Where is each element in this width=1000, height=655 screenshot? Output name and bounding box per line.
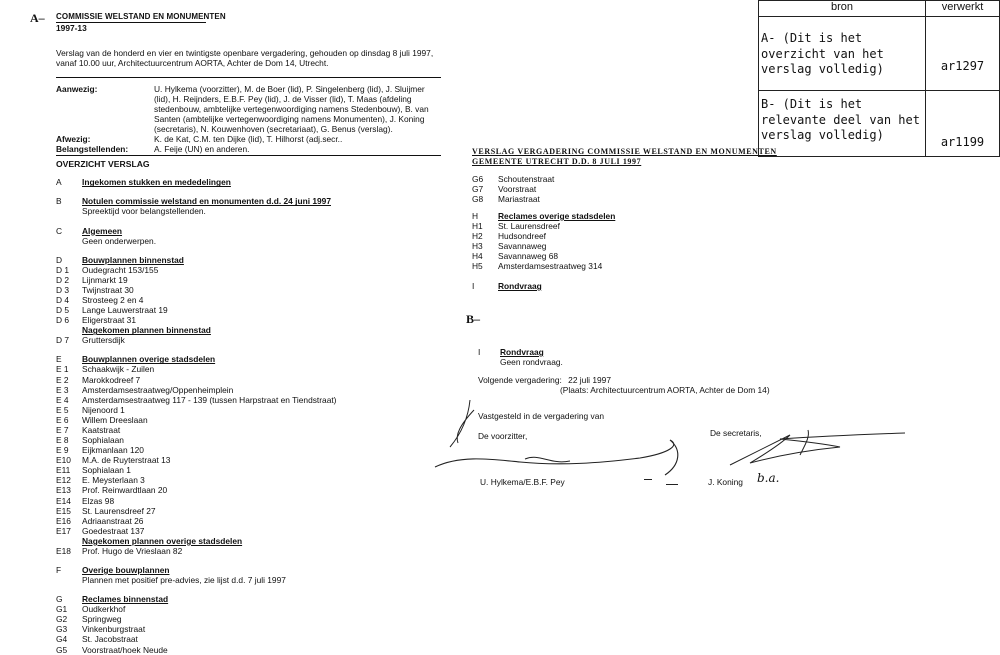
- item-text: Nijenoord 1: [82, 404, 125, 415]
- item-text: St. Jacobstraat: [82, 634, 138, 645]
- next-meeting: [478, 375, 858, 395]
- section-a: [56, 177, 446, 187]
- list-item: [56, 275, 446, 285]
- document-header: [56, 12, 446, 78]
- section-title: Algemeen: [82, 225, 123, 236]
- overview-title: OVERZICHT VERSLAG: [56, 159, 150, 169]
- item-text: Voorstraat: [498, 184, 537, 195]
- item-text: Eligerstraat 31: [82, 315, 136, 326]
- chair-label: De voorzitter,: [478, 431, 528, 441]
- item-text: Springweg: [82, 614, 122, 625]
- next-meeting-date: 22 juli 1997: [568, 375, 611, 385]
- secretary-note: b.a.: [757, 471, 780, 485]
- attendance-text: A. Feije (UN) en anderen.: [154, 144, 250, 155]
- section-code: B: [56, 196, 62, 207]
- right-header-line2: GEMEENTE UTRECHT D.D. 8 JULI 1997: [472, 156, 642, 166]
- right-page-header: [472, 147, 872, 166]
- item-code: E17: [56, 525, 71, 536]
- marker-b: B–: [466, 312, 481, 326]
- list-item: [472, 221, 772, 231]
- list-item: [56, 395, 446, 405]
- list-item: [472, 261, 772, 271]
- item-text: Savannaweg 68: [498, 251, 559, 262]
- list-item: [56, 516, 446, 526]
- secretary-name: J. Koning: [708, 477, 743, 487]
- right-list-g: [472, 174, 772, 204]
- attendance-present: [56, 84, 446, 134]
- list-item: [56, 465, 446, 475]
- attendance-label: Belangstellenden:: [56, 144, 129, 155]
- list-item: [56, 445, 446, 455]
- section-code: I: [478, 347, 481, 357]
- list-item: [56, 526, 446, 536]
- list-item: [472, 174, 772, 184]
- item-code: E 3: [56, 384, 69, 395]
- next-meeting-place: (Plaats: Architectuurcentrum AORTA, Achter de Dom 14): [560, 385, 770, 396]
- item-text: M.A. de Ruyterstraat 13: [82, 455, 171, 466]
- item-text: Amsterdamsestraatweg 314: [498, 261, 603, 272]
- item-code: G5: [56, 644, 68, 655]
- list-item: [56, 305, 446, 315]
- item-code: D 1: [56, 264, 70, 275]
- item-text: Eijkmanlaan 120: [82, 445, 144, 456]
- section-c: [56, 226, 446, 246]
- section-d: [56, 255, 446, 346]
- item-code: H2: [472, 231, 483, 242]
- item-text: Elzas 98: [82, 495, 115, 506]
- item-code: E13: [56, 485, 71, 496]
- item-code: G4: [56, 634, 68, 645]
- section-title: Bouwplannen binnenstad: [82, 254, 184, 265]
- section-h: [472, 211, 772, 271]
- next-meeting-label: Volgende vergadering:: [478, 375, 562, 385]
- attendance-block: [56, 84, 446, 155]
- right-header-line1: VERSLAG VERGADERING COMMISSIE WELSTAND EN MONUMENTEN: [472, 147, 777, 156]
- item-code: H4: [472, 251, 483, 262]
- list-item: [472, 194, 772, 204]
- list-item: [56, 604, 446, 614]
- list-item: [56, 475, 446, 485]
- item-code: E15: [56, 505, 71, 516]
- item-code: G1: [56, 604, 68, 615]
- list-item: [56, 645, 446, 655]
- established-text: Vastgesteld in de vergadering van: [478, 411, 605, 421]
- list-item: [56, 385, 446, 395]
- section-title: Overige bouwplannen: [82, 564, 170, 575]
- attendance-absent: [56, 134, 446, 144]
- chair-name: U. Hylkema/E.B.F. Pey: [480, 477, 565, 487]
- item-code: G2: [56, 614, 68, 625]
- section-code: A: [56, 177, 62, 188]
- item-code: E 1: [56, 364, 69, 375]
- item-text: Kaatstraat: [82, 424, 121, 435]
- item-text: St. Laurensdreef 27: [82, 505, 156, 516]
- item-code: E11: [56, 465, 71, 476]
- list-item: [56, 485, 446, 495]
- item-code: E 7: [56, 424, 69, 435]
- item-text: Sophialaan: [82, 435, 124, 446]
- item-code: D 7: [56, 335, 70, 346]
- list-item: [56, 506, 446, 516]
- item-text: Oudkerkhof: [82, 604, 126, 615]
- secretary-signature-drawing: [700, 425, 910, 475]
- report-intro: Verslag van de honderd en vier en twintigste openbare vergadering, gehouden op dinsdag 8 juli 1997, vanaf 10.00 uur, Architectuurcentrum AORTA, Achter de Dom 14, Utrecht.: [56, 47, 434, 68]
- list-item: [56, 405, 446, 415]
- section-f: [56, 565, 446, 585]
- item-code: E14: [56, 495, 71, 506]
- section-g: [56, 594, 446, 654]
- item-code: E18: [56, 545, 71, 556]
- section-title: Reclames binnenstad: [82, 594, 169, 605]
- item-text: Prof. Hugo de Vrieslaan 82: [82, 545, 183, 556]
- item-text: Oudegracht 153/155: [82, 264, 159, 275]
- item-text: Gruttersdijk: [82, 335, 125, 346]
- item-code: E 2: [56, 374, 69, 385]
- section-note: Geen rondvraag.: [500, 357, 563, 368]
- source-cell: A- (Dit is het overzicht van het verslag volledig): [759, 17, 926, 91]
- section-code: C: [56, 225, 63, 236]
- item-code: E 4: [56, 394, 69, 405]
- attendance-text: K. de Kat, C.M. ten Dijke (lid), T. Hilhorst (adj.secr..: [154, 134, 343, 145]
- list-item: [56, 455, 446, 465]
- item-text: Amsterdamsestraatweg 117 - 139 (tussen Harpstraat en Tiendstraat): [82, 394, 337, 405]
- section-note: Geen onderwerpen.: [82, 235, 157, 246]
- section-code: E: [56, 354, 62, 365]
- list-item: [56, 624, 446, 634]
- section-e: [56, 354, 446, 556]
- attendance-guests: [56, 144, 446, 154]
- item-code: E 6: [56, 414, 69, 425]
- attendance-text: U. Hylkema (voorzitter), M. de Boer (lid), P. Singelenberg (lid), J. Sluijmer (lid), H. Reijnders, E.B.F. Pey (lid), J. de Visser (lid), T. Maas (afdeling stedenbouw, ambtelijke vertegenwoordiging namens Stedenbouw), B. van Santen (ambtelijke vertegenwoordiging namens Monumenten), J. Koning (secretaris), N. Kouwenhoven (secretariaat), G. Benus (verslag).: [154, 84, 429, 135]
- section-title: Rondvraag: [500, 347, 544, 357]
- section-note: Plannen met positief pre-advies, zie lijst d.d. 7 juli 1997: [82, 575, 286, 586]
- list-item: [56, 546, 446, 556]
- section-code: G: [56, 594, 63, 605]
- item-text: Mariastraat: [498, 194, 540, 205]
- late-plans-title: Nagekomen plannen overige stadsdelen: [82, 535, 243, 546]
- item-text: Schoutenstraat: [498, 174, 555, 184]
- item-code: E 5: [56, 404, 69, 415]
- item-text: Prof. Reinwardtlaan 20: [82, 485, 168, 496]
- section-code: F: [56, 564, 62, 575]
- overview: [56, 155, 446, 655]
- item-text: Lijnmarkt 19: [82, 274, 128, 285]
- chair-signature-drawing: [430, 395, 690, 485]
- item-text: Marokkodreef 7: [82, 374, 141, 385]
- report-number: 1997-13: [56, 22, 206, 33]
- item-text: Lange Lauwerstraat 19: [82, 305, 168, 316]
- item-code: D 5: [56, 305, 70, 316]
- secretary-label: De secretaris,: [710, 428, 762, 438]
- list-item: [472, 231, 772, 241]
- section-title: Reclames overige stadsdelen: [498, 211, 616, 221]
- processed-cell: ar1297: [926, 17, 1000, 91]
- item-code: D 4: [56, 295, 70, 306]
- list-item: [56, 435, 446, 445]
- item-text: Hudsondreef: [498, 231, 546, 242]
- item-code: D 2: [56, 274, 70, 285]
- source-cell: B- (Dit is het relevante deel van het verslag volledig): [759, 91, 926, 157]
- list-item: [56, 496, 446, 506]
- source-table-head-bron: bron: [759, 1, 926, 17]
- list-item: [56, 614, 446, 624]
- section-b: [56, 196, 446, 216]
- list-item: [56, 265, 446, 275]
- marker-a: A–: [30, 11, 45, 25]
- section-code: I: [472, 281, 475, 291]
- attendance-label: Aanwezig:: [56, 84, 98, 94]
- section-note: Spreektijd voor belangstellenden.: [82, 206, 206, 217]
- item-text: Willem Dreeslaan: [82, 414, 148, 425]
- item-text: Twijnstraat 30: [82, 284, 134, 295]
- list-item: [56, 335, 446, 345]
- item-code: G7: [472, 184, 484, 195]
- item-code: E 9: [56, 445, 69, 456]
- item-text: Schaakwijk - Zuilen: [82, 364, 155, 375]
- item-text: E. Meysterlaan 3: [82, 475, 145, 486]
- item-code: G8: [472, 194, 484, 205]
- item-text: Adriaanstraat 26: [82, 515, 144, 526]
- item-code: E 8: [56, 435, 69, 446]
- source-table-head-verwerkt: verwerkt: [926, 1, 1000, 17]
- divider: [56, 77, 441, 78]
- section-title: Ingekomen stukken en mededelingen: [82, 177, 231, 188]
- section-code: H: [472, 211, 479, 221]
- item-code: E16: [56, 515, 71, 526]
- section-i-bottom: [478, 347, 563, 367]
- processed-cell: ar1199: [926, 91, 1000, 157]
- attendance-label: Afwezig:: [56, 134, 91, 145]
- item-text: Vinkenburgstraat: [82, 624, 146, 635]
- item-code: E10: [56, 455, 71, 466]
- section-title: Notulen commissie welstand en monumenten d.d. 24 juni 1997: [82, 196, 331, 207]
- list-item: [56, 285, 446, 295]
- item-code: D 3: [56, 284, 70, 295]
- item-code: H3: [472, 241, 483, 252]
- list-item: [56, 634, 446, 644]
- item-code: E12: [56, 475, 71, 486]
- item-code: D 6: [56, 315, 70, 326]
- late-plans-title: Nagekomen plannen binnenstad: [82, 325, 211, 336]
- item-text: St. Laurensdreef: [498, 221, 560, 232]
- item-text: Sophialaan 1: [82, 465, 131, 476]
- list-item: [56, 295, 446, 305]
- section-title: Rondvraag: [498, 281, 542, 291]
- list-item: [472, 251, 772, 261]
- divider: [56, 155, 441, 156]
- list-item: [56, 315, 446, 325]
- committee-title: COMMISSIE WELSTAND EN MONUMENTEN: [56, 12, 226, 21]
- item-code: H5: [472, 261, 483, 272]
- section-i-top: [472, 281, 542, 291]
- item-text: Strosteeg 2 en 4: [82, 295, 144, 306]
- list-item: [472, 241, 772, 251]
- table-row: [759, 17, 1000, 91]
- list-item: [56, 415, 446, 425]
- source-table: [758, 0, 1000, 157]
- item-code: G3: [56, 624, 68, 635]
- list-item: [56, 425, 446, 435]
- item-text: Savannaweg: [498, 241, 547, 252]
- list-item: [472, 184, 772, 194]
- list-item: [56, 364, 446, 374]
- section-title: Bouwplannen overige stadsdelen: [82, 354, 216, 365]
- item-text: Voorstraat/hoek Neude: [82, 644, 168, 655]
- item-text: Goedestraat 137: [82, 525, 145, 536]
- list-item: [56, 375, 446, 385]
- item-code: H1: [472, 221, 483, 232]
- section-code: D: [56, 254, 63, 265]
- item-text: Amsterdamsestraatweg/Oppenheimplein: [82, 384, 234, 395]
- item-code: G6: [472, 174, 484, 184]
